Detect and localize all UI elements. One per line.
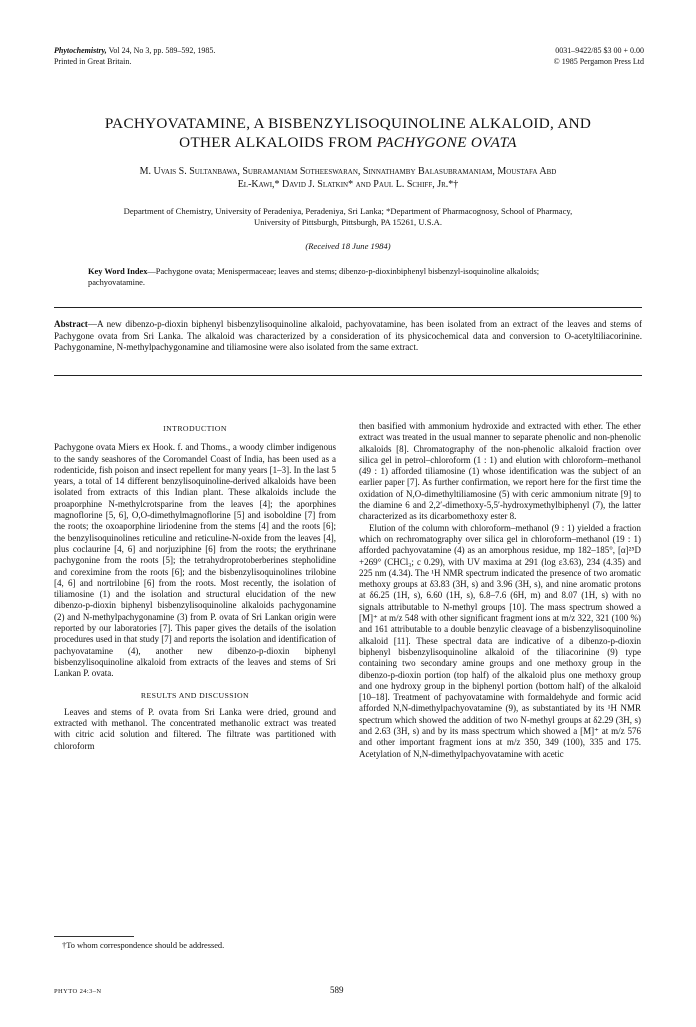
results-heading: RESULTS AND DISCUSSION (140, 690, 250, 700)
running-header-right (554, 45, 644, 67)
running-header-left (54, 45, 215, 67)
abstract-bottom-rule (54, 375, 642, 376)
keyword-text: —Pachygone ovata; Menispermaceae; leaves and stems; dibenzo-p-dioxinbiphenyl bisbenzyl-isoquinoline alkaloids; pachyovatamine. (88, 267, 540, 287)
title-line-2-prefix: OTHER ALKALOIDS FROM (179, 134, 377, 151)
keyword-index (88, 266, 593, 288)
journal-code: PHYTO 24:3–N (54, 988, 102, 995)
affiliation-line-1: Department of Chemistry, University of Peradeniya, Peradeniya, Sri Lanka; *Department of Pharmacognosy, School of Pharmacy, (123, 206, 573, 216)
keyword-label: Key Word Index (88, 267, 148, 276)
footnote: †To whom correspondence should be addressed. (62, 941, 225, 950)
right-paragraph-2: Elution of the column with chloroform–methanol (9 : 1) yielded a fraction which on rechromatography over silica gel in chloroform–methanol (19 : 1) afforded pachyovatamine (4) as an amorphous residue, mp 182–185°, [α]²⁵D +269° (CHCl₃; c 0.29), with UV maxima at 291 (log ε3.63), 234 (4.35) and 225 nm (4.34). The ¹H NMR spectrum indicated the presence of two aromatic methoxy groups at δ3.83 (3H, s) and 3.96 (3H, s), and nine aromatic protons at δ6.25 (1H, s), 6.60 (1H, s), 6.8–7.6 (6H, m) and 8.07 (1H, s) with no signals attributable to N-methyl groups [10]. The mass spectrum showed a [M]⁺ at m/z 548 with other significant fragment ions at m/z 322, 321 (100 %) and 161 attributable to a double benzylic cleavage of a bisbenzylisoquinoline alkaloid [11]. These spectral data are indicative of a dibenzo-p-dioxin biphenyl bisbenzylisoquinoline alkaloid of the tiliacorinine (9) type containing two secondary amine groups and one methoxy group in the dibenzo-p-dioxin portion (top half) of the alkaloid plus one methoxy group and one hydroxy group in the biphenyl portion (bottom half) of the alkaloid [10–18]. Treatment of pachyovatamine with formaldehyde and formic acid afforded N,N-dimethylpachyovatamine (9), as substantiated by its ¹H NMR spectrum which showed the addition of two N-methyl groups at δ2.29 (3H, s) and 2.63 (3H, s) and by its mass spectrum which showed a [M]⁺ at m/z 576 and other important fragment ions at m/z 350, 349 (100), 335 and 175. Acetylation of N,N-dimethylpachyovatamine with acetic (359, 522, 641, 759)
introduction-heading: INTRODUCTION (163, 424, 227, 433)
affiliation-line-2: University of Pittsburgh, Pittsburgh, PA 15261, U.S.A. (254, 217, 442, 227)
abstract-top-rule (54, 307, 642, 308)
title-line-1: PACHYOVATAMINE, A BISBENZYLISOQUINOLINE ALKALOID, AND (104, 115, 592, 132)
page-number: 589 (330, 985, 344, 995)
results-paragraph: Leaves and stems of P. ovata from Sri Lanka were dried, ground and extracted with methanol. The concentrated methanolic extract was treated with citric acid solution and filtered. The filtrate was partitioned with chloroform (54, 706, 336, 751)
title-species: PACHYGONE OVATA (376, 134, 517, 151)
author-list (60, 166, 636, 191)
copyright: © 1985 Pergamon Press Ltd (553, 57, 644, 66)
abstract (54, 319, 642, 354)
paper-title (60, 114, 636, 152)
right-paragraph-1: then basified with ammonium hydroxide and extracted with ether. The ether extract was treated in the usual manner to separate phenolic and non-phenolic alkaloids [8]. Chromatography of the non-phenolic alkaloid fraction over silica gel in petrol–chloroform (1 : 1) and elution with chloroform–methanol (49 : 1) afforded tiliamosine (1) whose identification was the subject of an earlier paper [7]. As further confirmation, we report here for the first time the oxidation of N,O-dimethyltiliamosine (5) with ceric ammonium nitrate [9] to the diamine 6 and 2,2′-dimethoxy-5,5′-hydroxymethylbiphenyl (7), the latter characterized as its dicarbomethoxy ester 8. (359, 421, 641, 522)
authors-line-1: M. Uvais S. Sultanbawa, Subramaniam Sotheeswaran, Sinnathamby Balasubramaniam, Moustafa Abd (139, 166, 557, 177)
abstract-text: —A new dibenzo-p-dioxin biphenyl bisbenzylisoquinoline alkaloid, pachyovatamine, has been isolated from an extract of the leaves and stems of Pachygone ovata from Sri Lanka. The alkaloid was characterized by a consideration of its physicochemical data and conversion to O-acetyltiliacorinine. Pachygonamine, N-methylpachygonamine and tiliamosine were also isolated from the same extract. (54, 319, 642, 353)
footnote-rule (54, 936, 134, 937)
left-column (54, 423, 336, 752)
issn-price: 0031–9422/85 $3 00 + 0.00 (555, 46, 644, 55)
abstract-label: Abstract (54, 319, 88, 329)
journal-name: Phytochemistry, (54, 46, 107, 55)
citation: Vol 24, No 3, pp. 589–592, 1985. (108, 46, 216, 55)
authors-line-2: El-Kawi,* David J. Slatkin* and Paul L. Schiff, Jr.*† (237, 178, 459, 190)
received-date: (Received 18 June 1984) (305, 241, 391, 251)
affiliations (56, 206, 640, 228)
printed-note: Printed in Great Britain. (54, 57, 132, 66)
right-column (359, 421, 641, 760)
introduction-paragraph: Pachygone ovata Miers ex Hook. f. and Thoms., a woody climber indigenous to the sandy seashores of the Coromandel Coast of India, has been used as a rodenticide, fish poison and insect repellent for many years [1–3]. In the last 5 years, a total of 14 different benzylisoquinoline-derived alkaloids have been isolated from extracts of this Indian plant. These alkaloids include the proaporphine N-methylcrotsparine from the leaves [4]; the aporphines magnoflorine [5, 6], O,O-dimethylmagnoflorine [5] and isoboldine [7] from the roots; the oxoaporphine liriodenine from the stems [4] and the roots [6]; the benzylisoquinolines reticuline and reticuline-N-oxide from the leaves [4], plus coclaurine [4, 6] and norjuziphine [6] from the roots; the erythrinane pachygonine from the roots [5]; the tetrahydroprotoberberines stepholidine and coreximine from the roots [6]; and the bisbenzylisoquinolines trilobine [4, 6] and nortrilobine [6] from the roots. Most recently, the isolation of tiliamosine (1) and the isolation and structural elucidation of the new dibenzo-p-dioxin biphenyl bisbenzylisoquinoline alkaloids pachygonamine (2) and N-methylpachygonamine (3) from P. ovata of Sri Lankan origin were reported by our laboratories [7]. This paper gives the details of the isolation procedures used in that study [7] and reports the isolation and identification of pachyovatamine (4), another new dibenzo-p-dioxin biphenyl bisbenzylisoquinoline alkaloid from extracts of the leaves and stems of Sri Lankan P. ovata. (54, 442, 336, 679)
title-line-2 (60, 133, 636, 152)
